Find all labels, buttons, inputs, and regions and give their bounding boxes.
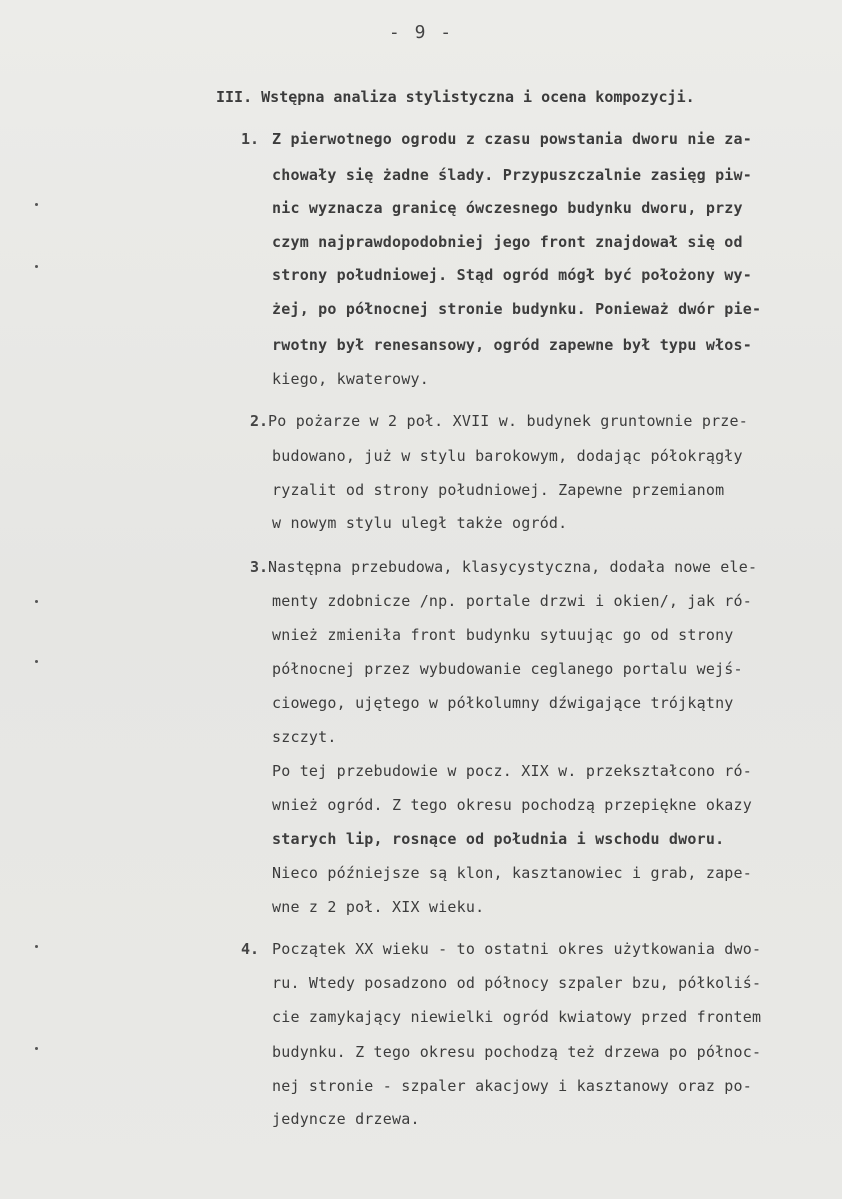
text-line: Po tej przebudowie w pocz. XIX w. przekształcono ró- [272,762,752,780]
margin-dot [35,660,38,663]
text-line: wnież ogród. Z tego okresu pochodzą przepiękne okazy [272,796,752,814]
text-line: nic wyznacza granicę ówczesnego budynku dworu, przy [272,199,743,217]
text-line: Początek XX wieku - to ostatni okres użytkowania dwo- [272,940,762,958]
text-line: w nowym stylu uległ także ogród. [272,514,568,532]
text-line: jedyncze drzewa. [272,1110,420,1128]
text-line: szczyt. [272,728,337,746]
text-line: budowano, już w stylu barokowym, dodając półokrągły [272,447,743,465]
page-number: - 9 - [388,22,454,43]
item-number: 4. [241,940,260,958]
text-line: chowały się żadne ślady. Przypuszczalnie zasięg piw- [272,166,752,184]
text-line: ru. Wtedy posadzono od północy szpaler bzu, półkoliś- [272,974,762,992]
text-line: Po pożarze w 2 poł. XVII w. budynek gruntownie prze- [268,412,748,430]
text-line: starych lip, rosnące od południa i wschodu dworu. [272,830,725,848]
item-number: 1. [241,130,260,148]
text-line: ciowego, ujętego w półkolumny dźwigające trójkątny [272,694,734,712]
item-number: 3. [250,558,269,576]
item-number: 2. [250,412,269,430]
margin-dot [35,265,38,268]
section-heading: III. Wstępna analiza stylistyczna i ocena kompozycji. [216,88,695,106]
margin-dot [35,1047,38,1050]
text-line: Następna przebudowa, klasycystyczna, dodała nowe ele- [268,558,758,576]
margin-dot [35,203,38,206]
text-line: północnej przez wybudowanie ceglanego portalu wejś- [272,660,743,678]
text-line: cie zamykający niewielki ogród kwiatowy przed frontem [272,1008,762,1026]
text-line: wnież zmieniła front budynku sytuując go od strony [272,626,734,644]
text-line: ryzalit od strony południowej. Zapewne przemianom [272,481,725,499]
text-line: budynku. Z tego okresu pochodzą też drzewa po północ- [272,1043,762,1061]
text-line: kiego, kwaterowy. [272,370,429,388]
text-line: nej stronie - szpaler akacjowy i kasztanowy oraz po- [272,1077,752,1095]
text-line: rwotny był renesansowy, ogród zapewne był typu włos- [272,336,752,354]
text-line: żej, po północnej stronie budynku. Ponieważ dwór pie- [272,300,762,318]
text-line: czym najprawdopodobniej jego front znajdował się od [272,233,743,251]
text-line: menty zdobnicze /np. portale drzwi i okien/, jak ró- [272,592,752,610]
margin-dot [35,600,38,603]
text-line: Z pierwotnego ogrodu z czasu powstania dworu nie za- [272,130,752,148]
text-line: strony południowej. Stąd ogród mógł być położony wy- [272,266,752,284]
text-line: wne z 2 poł. XIX wieku. [272,898,485,916]
text-line: Nieco późniejsze są klon, kasztanowiec i grab, zape- [272,864,752,882]
margin-dot [35,945,38,948]
